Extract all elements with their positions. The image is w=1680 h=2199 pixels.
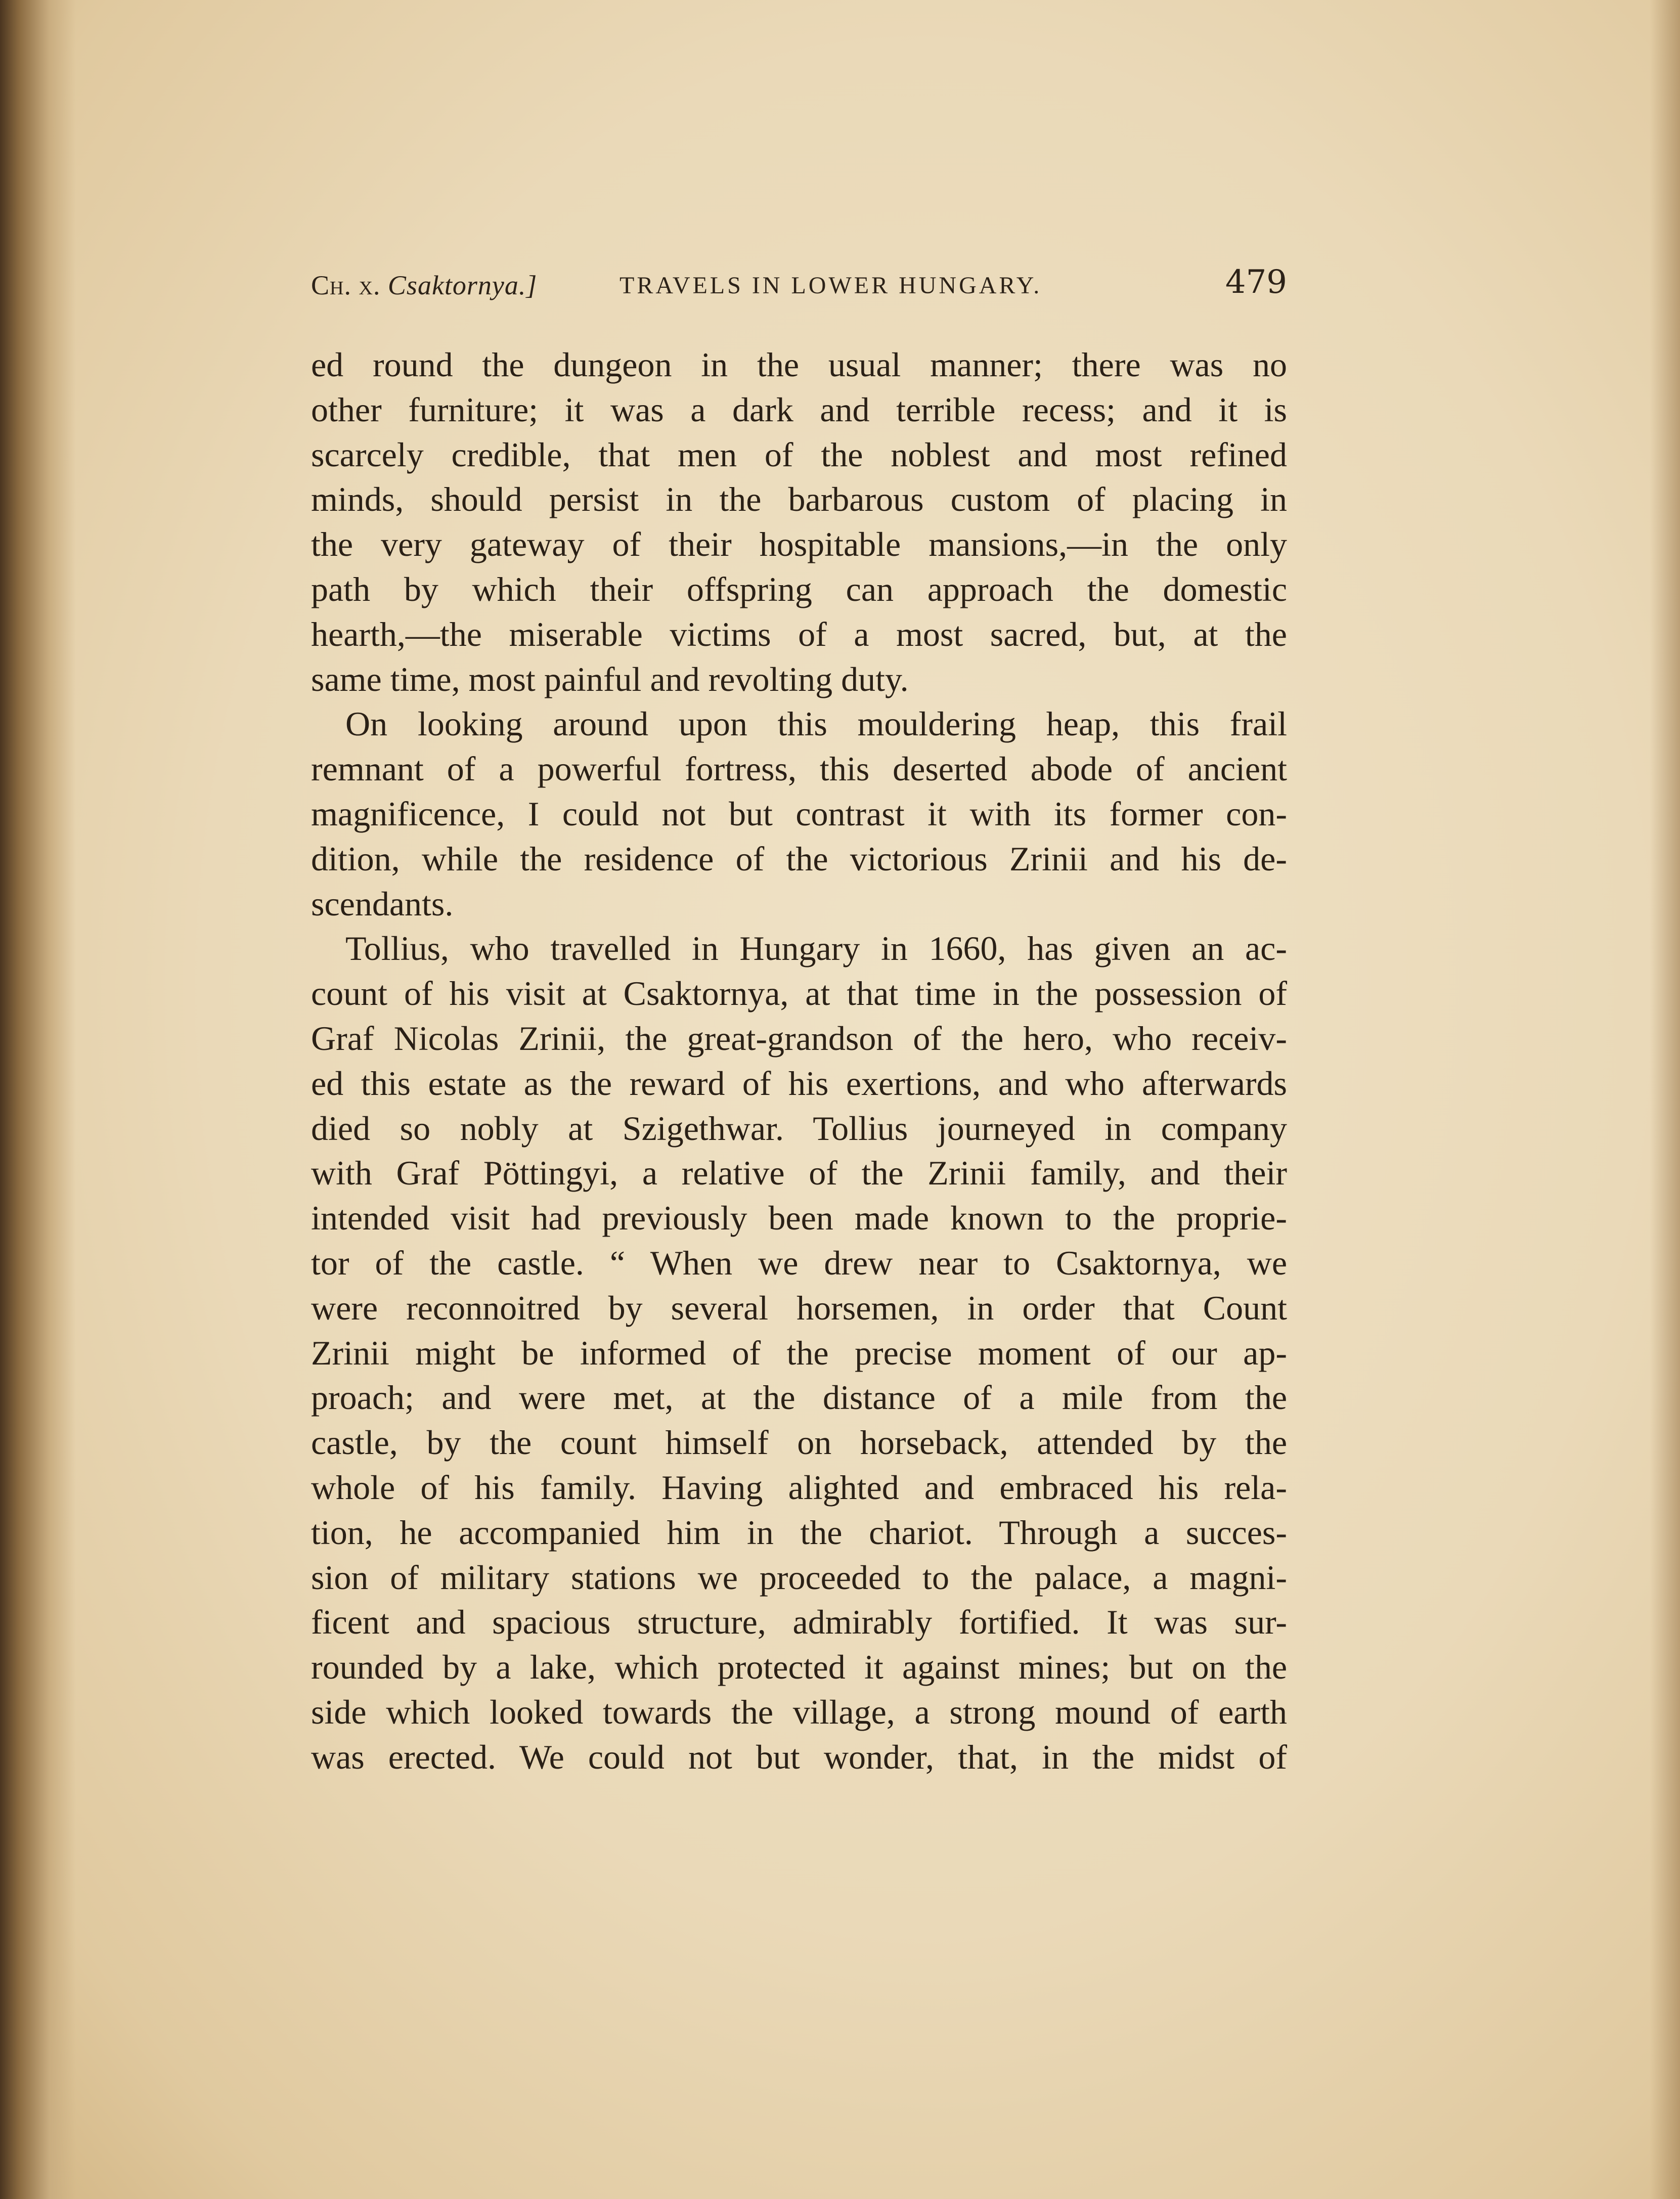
text-line: dition, while the residence of the victorious Zrinii and his de- bbox=[311, 839, 1287, 878]
running-title: TRAVELS IN LOWER HUNGARY. bbox=[620, 272, 1042, 299]
page-number: 479 bbox=[1225, 263, 1287, 301]
text-line: minds, should persist in the barbarous custom of placing in bbox=[311, 480, 1287, 519]
text-line: Zrinii might be informed of the precise moment of our ap- bbox=[311, 1333, 1287, 1372]
text-line: other furniture; it was a dark and terrible recess; and it is bbox=[311, 390, 1287, 429]
text-line: ed round the dungeon in the usual manner; there was no bbox=[311, 345, 1287, 384]
text-line: same time, most painful and revolting duty. bbox=[311, 659, 909, 698]
text-line: On looking around upon this mouldering heap, this frail bbox=[345, 705, 1287, 743]
text-line: proach; and were met, at the distance of a mile from the bbox=[311, 1378, 1287, 1417]
text-line: scarcely credible, that men of the noblest and most refined bbox=[311, 435, 1287, 474]
text-line: Tollius, who travelled in Hungary in 1660, has given an ac- bbox=[345, 929, 1287, 968]
text-line: hearth,—the miserable victims of a most sacred, but, at the bbox=[311, 614, 1287, 653]
page-edge bbox=[1650, 0, 1680, 2199]
text-line: sion of military stations we proceeded to the palace, a magni- bbox=[311, 1558, 1287, 1597]
text-line: were reconnoitred by several horsemen, in order that Count bbox=[311, 1288, 1287, 1327]
chapter-place: Csaktornya.] bbox=[387, 270, 538, 300]
text-line: path by which their offspring can approach the domestic bbox=[311, 569, 1287, 608]
chapter-reference bbox=[311, 270, 537, 301]
chapter-prefix: Ch. x. bbox=[311, 270, 381, 300]
text-line: was erected. We could not but wonder, that, in the midst of bbox=[311, 1737, 1287, 1776]
text-line: ficent and spacious structure, admirably fortified. It was sur- bbox=[311, 1603, 1287, 1642]
text-line: rounded by a lake, which protected it against mines; but on the bbox=[311, 1648, 1287, 1687]
text-line: tor of the castle. “ When we drew near to Csaktornya, we bbox=[311, 1243, 1287, 1282]
text-line: intended visit had previously been made known to the proprie- bbox=[311, 1199, 1287, 1238]
text-line: scendants. bbox=[311, 884, 454, 923]
text-line: castle, by the count himself on horseback, attended by the bbox=[311, 1423, 1287, 1462]
text-line: the very gateway of their hospitable mansions,—in the only bbox=[311, 525, 1287, 564]
text-line: died so nobly at Szigethwar. Tollius journeyed in company bbox=[311, 1109, 1287, 1148]
text-line: tion, he accompanied him in the chariot. Through a succes- bbox=[311, 1513, 1287, 1552]
text-line: magnificence, I could not but contrast it with its former con- bbox=[311, 794, 1287, 833]
text-line: remnant of a powerful fortress, this deserted abode of ancient bbox=[311, 750, 1287, 788]
body-text bbox=[311, 342, 1287, 1780]
text-line: ed this estate as the reward of his exertions, and who afterwards bbox=[311, 1064, 1287, 1103]
running-header bbox=[311, 260, 1287, 306]
binding-gutter bbox=[0, 0, 76, 2199]
text-line: count of his visit at Csaktornya, at that time in the possession of bbox=[311, 974, 1287, 1013]
text-line: whole of his family. Having alighted and embraced his rela- bbox=[311, 1468, 1287, 1507]
text-line: Graf Nicolas Zrinii, the great-grandson of the hero, who receiv- bbox=[311, 1019, 1287, 1058]
text-line: side which looked towards the village, a strong mound of earth bbox=[311, 1692, 1287, 1731]
text-line: with Graf Pöttingyi, a relative of the Zrinii family, and their bbox=[311, 1154, 1287, 1193]
